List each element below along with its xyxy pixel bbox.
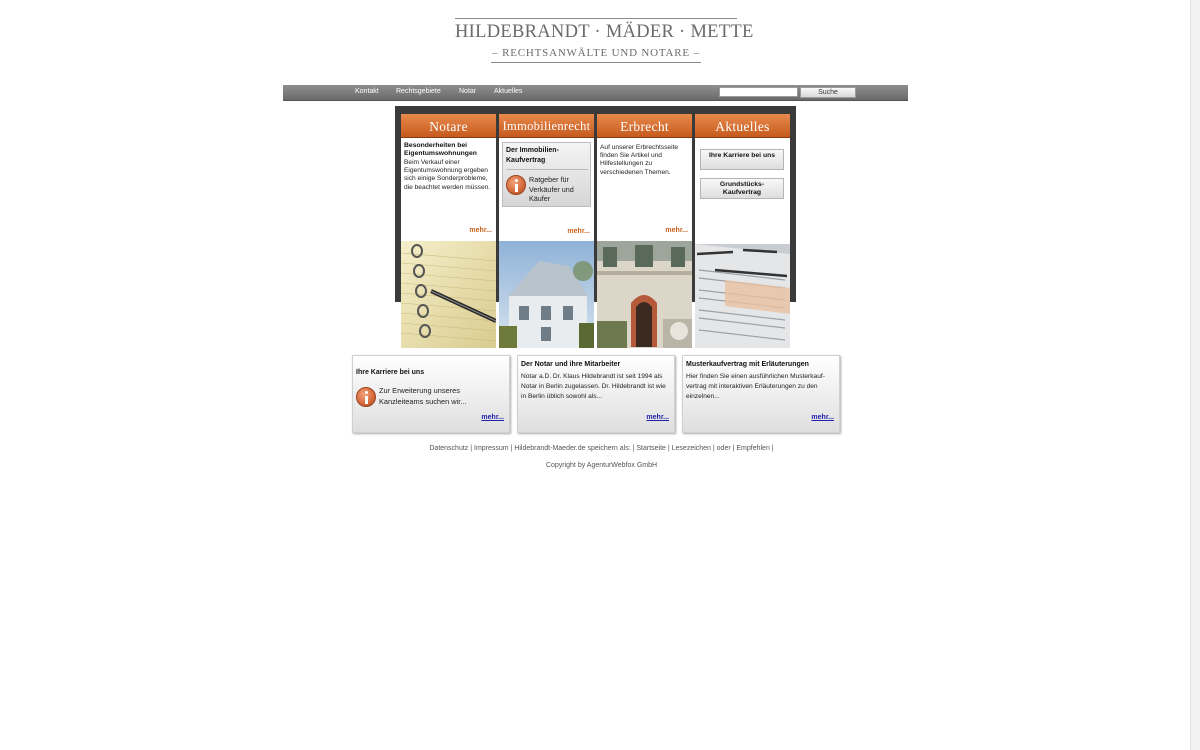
notar-box-title[interactable]: Der Notar und ihre Mitarbeiter <box>521 361 621 368</box>
logo-name: HILDEBRANDT · MÄDER · METTE <box>455 22 754 42</box>
info-icon <box>356 387 376 407</box>
musterkaufvertrag-more-link[interactable]: mehr... <box>811 414 834 421</box>
copyright: Copyright by AgenturWebfox GmbH <box>545 462 658 469</box>
immobilien-box-title[interactable]: Der Immobilien-Kaufvertrag <box>506 147 559 164</box>
nav-item-notar[interactable]: Notar <box>459 88 477 95</box>
column-title-notare[interactable]: Notare <box>401 114 496 138</box>
column-body-immobilienrecht <box>499 138 594 241</box>
notare-text: Beim Verkauf einer Eigentumswohnung ergeben sich einige Sonderprobleme, die beachtet werden müssen. <box>404 159 491 191</box>
nav-item-rechtsgebiete[interactable]: Rechtsgebiete <box>396 88 441 95</box>
footer-links[interactable]: Datenschutz | Impressum | Hildebrandt-Maeder.de speichern als: | Startseite | Lesezeichen | oder | Empfehlen | <box>429 445 774 452</box>
column-title-immobilienrecht[interactable]: Immobilienrecht <box>499 114 594 138</box>
column-title-aktuelles[interactable]: Aktuelles <box>695 114 790 138</box>
immobilien-box-divider <box>506 169 588 170</box>
logo-rule-top <box>455 18 737 19</box>
notar-box-text: Notar a.D. Dr. Klaus Hildebrandt ist seit 1994 als Notar in Berlin zugelassen. Dr. Hildebrandt ist wie in Berlin üblich sowohl als... <box>521 373 666 400</box>
info-icon <box>506 175 526 195</box>
notar-mitarbeiter-box[interactable] <box>517 355 675 433</box>
karriere-box-text: Zur Erweiterung unseres Kanzleiteams suchen wir... <box>379 386 467 406</box>
karriere-box[interactable] <box>352 355 510 433</box>
site-logo[interactable] <box>455 18 754 64</box>
logo-rule-bottom <box>491 62 701 63</box>
musterkaufvertrag-box[interactable] <box>682 355 840 433</box>
grundstuecks-kaufvertrag-button[interactable]: Grundstücks-Kaufvertrag <box>700 178 784 199</box>
villa-entrance-image <box>597 241 692 348</box>
column-notare <box>401 114 496 348</box>
nav-item-aktuelles[interactable]: Aktuelles <box>494 88 523 95</box>
house-image <box>499 241 594 348</box>
column-immobilienrecht <box>499 114 594 348</box>
column-erbrecht <box>597 114 692 348</box>
column-aktuelles <box>695 114 790 348</box>
karriere-more-link[interactable]: mehr... <box>481 414 504 421</box>
column-body-erbrecht <box>597 138 692 241</box>
erbrecht-text: Auf unserer Erbrechtsseite finden Sie Artikel und Hilfestellungen zu verschiedenen Themen. <box>600 144 679 176</box>
musterkaufvertrag-box-title[interactable]: Musterkaufvertrag mit Erläuterungen <box>686 361 809 368</box>
immobilienrecht-more-link[interactable]: mehr... <box>567 228 590 235</box>
newspaper-image <box>695 244 790 348</box>
musterkaufvertrag-box-text: Hier finden Sie einen ausführlichen Musterkauf-vertrag mit interaktiven Erläuterungen zu den einzelnen... <box>686 373 825 400</box>
karriere-button[interactable]: Ihre Karriere bei uns <box>700 149 784 170</box>
column-title-erbrecht[interactable]: Erbrecht <box>597 114 692 138</box>
column-body-notare <box>401 138 496 241</box>
logo-subtitle: – RECHTSANWÄLTE UND NOTARE – <box>492 47 700 59</box>
immobilien-ratgeber-box[interactable] <box>502 142 591 207</box>
search-input[interactable] <box>719 87 798 97</box>
main-navigation <box>283 85 908 101</box>
nav-item-kontakt[interactable]: Kontakt <box>355 88 379 95</box>
notebook-pen-image <box>401 241 496 348</box>
karriere-box-title[interactable]: Ihre Karriere bei uns <box>356 369 425 376</box>
immobilien-box-link[interactable]: Ratgeber für Verkäufer und Käufer <box>529 175 574 203</box>
search-button[interactable]: Suche <box>800 87 856 98</box>
notare-heading[interactable]: Besonderheiten bei Eigentumswohnungen <box>404 142 477 158</box>
notar-more-link[interactable]: mehr... <box>646 414 669 421</box>
notare-more-link[interactable]: mehr... <box>469 227 492 234</box>
page-scrollbar[interactable] <box>1190 0 1200 750</box>
erbrecht-more-link[interactable]: mehr... <box>665 227 688 234</box>
column-body-aktuelles <box>695 138 790 241</box>
